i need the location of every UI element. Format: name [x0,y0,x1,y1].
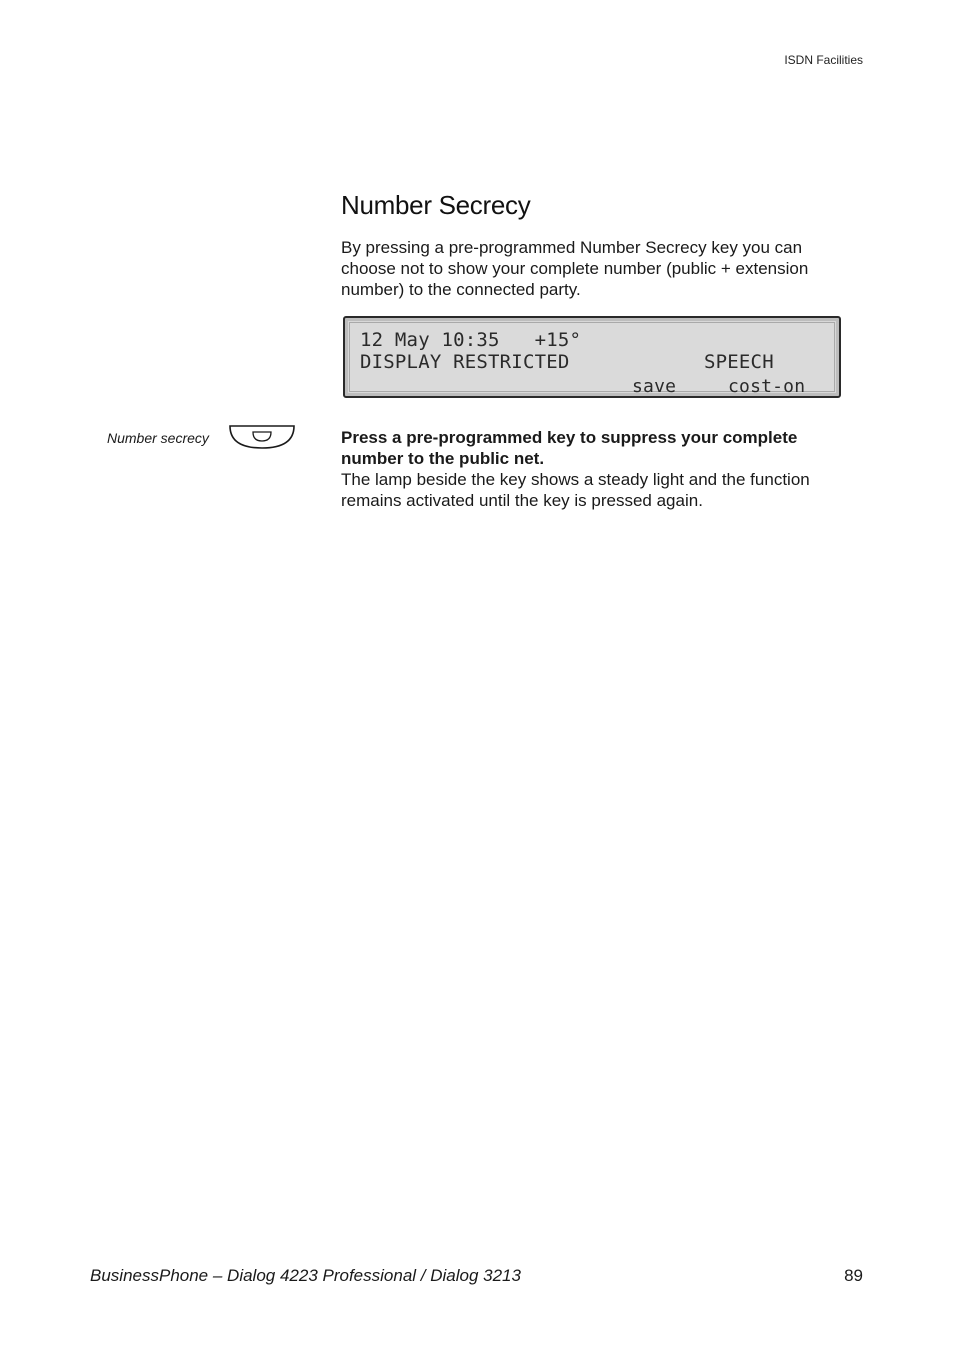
instruction-block [341,427,841,511]
display-line-2-state: SPEECH [704,351,774,373]
display-line-2-status: DISPLAY RESTRICTED [360,351,570,373]
phone-display [343,316,841,398]
page-number: 89 [844,1266,863,1285]
phone-display-screen [349,322,835,397]
footer-title: BusinessPhone – Dialog 4223 Professional / Dialog 3213 [90,1266,521,1285]
instruction-text: The lamp beside the key shows a steady light and the function remains activated until the key is pressed again. [341,470,810,510]
key-label: Number secrecy [107,430,209,446]
display-line-1: 12 May 10:35 +15° [360,329,582,351]
display-softkey-save: save [632,376,677,397]
page-title: Number Secrecy [341,190,531,220]
function-key-icon [228,424,296,450]
instruction-bold: Press a pre-programmed key to suppress your complete number to the public net. [341,428,798,468]
display-softkey-cost-on: cost-on [728,376,806,397]
header-section-title: ISDN Facilities [784,53,863,67]
intro-paragraph: By pressing a pre-programmed Number Secrecy key you can choose not to show your complete number (public + extension number) to the connected party. [341,238,809,299]
